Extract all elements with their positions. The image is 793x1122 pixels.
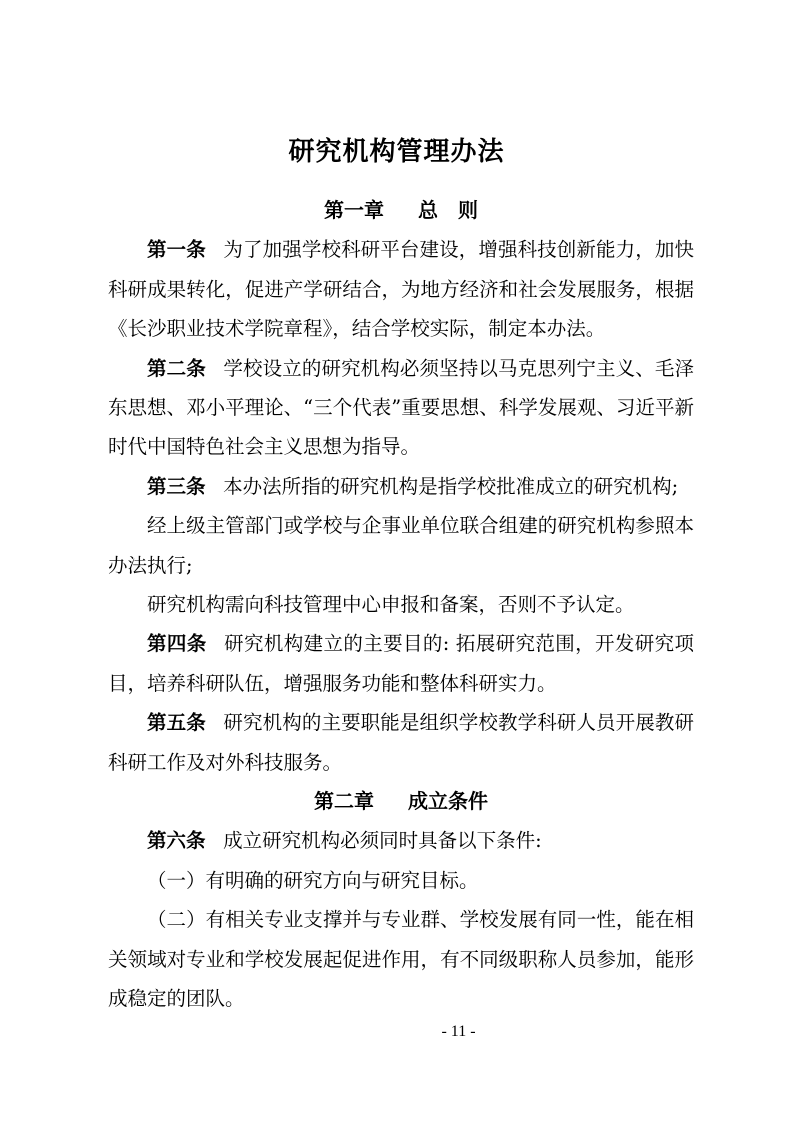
article-6-item-2: （二）有相关专业支撑并与专业群、学校发展有同一性，能在相关领域对专业和学校发展起促进作用，有不同级职称人员参加，能形成稳定的团队。 — [108, 908, 694, 1011]
article-label: 第六条 — [147, 829, 206, 853]
article-2 — [108, 349, 694, 467]
article-label: 第三条 — [147, 474, 206, 498]
article-text: 学校设立的研究机构必须坚持以马克思列宁主义、毛泽东思想、邓小平理论、“三个代表”重要思想、科学发展观、习近平新时代中国特色社会主义思想为指导。 — [108, 356, 694, 459]
article-label: 第一条 — [147, 238, 206, 262]
article-label: 第五条 — [147, 711, 206, 735]
chapter-heading-2 — [108, 782, 694, 821]
article-1 — [108, 230, 694, 348]
article-text: 成立研究机构必须同时具备以下条件: — [223, 829, 542, 853]
document-title: 研究机构管理办法 — [288, 137, 505, 167]
document-body — [108, 191, 694, 1019]
chapter-number: 第一章 — [324, 198, 384, 222]
article-3-paragraph-3: 研究机构需向科技管理中心申报和备案，否则不予认定。 — [147, 593, 635, 617]
article-label: 第四条 — [147, 632, 207, 656]
article-text: 研究机构的主要职能是组织学校教学科研人员开展教研科研工作及对外科技服务。 — [108, 711, 694, 774]
chapter-name: 总 则 — [418, 198, 478, 222]
article-text: 研究机构建立的主要目的: 拓展研究范围，开发研究项目，培养科研队伍，增强服务功能和整体科研实力。 — [108, 632, 694, 695]
article-text: 本办法所指的研究机构是指学校批准成立的研究机构; — [223, 474, 679, 498]
article-3-paragraph-2: 经上级主管部门或学校与企事业单位联合组建的研究机构参照本办法执行; — [108, 514, 694, 577]
chapter-heading-1 — [108, 191, 694, 230]
article-6 — [108, 821, 694, 860]
article-5 — [108, 703, 694, 782]
article-label: 第二条 — [147, 356, 206, 380]
article-3 — [108, 467, 694, 506]
article-6-item-1: （一）有明确的研究方向与研究目标。 — [147, 868, 479, 892]
chapter-number: 第二章 — [314, 789, 374, 814]
article-text: 为了加强学校科研平台建设，增强科技创新能力，加快科研成果转化，促进产学研结合，为地方经济和社会发展服务，根据《长沙职业技术学院章程》，结合学校实际，制定本办法。 — [108, 238, 694, 341]
article-4 — [108, 624, 694, 703]
chapter-name: 成立条件 — [408, 789, 488, 814]
page-number: - 11 - — [441, 1023, 476, 1040]
